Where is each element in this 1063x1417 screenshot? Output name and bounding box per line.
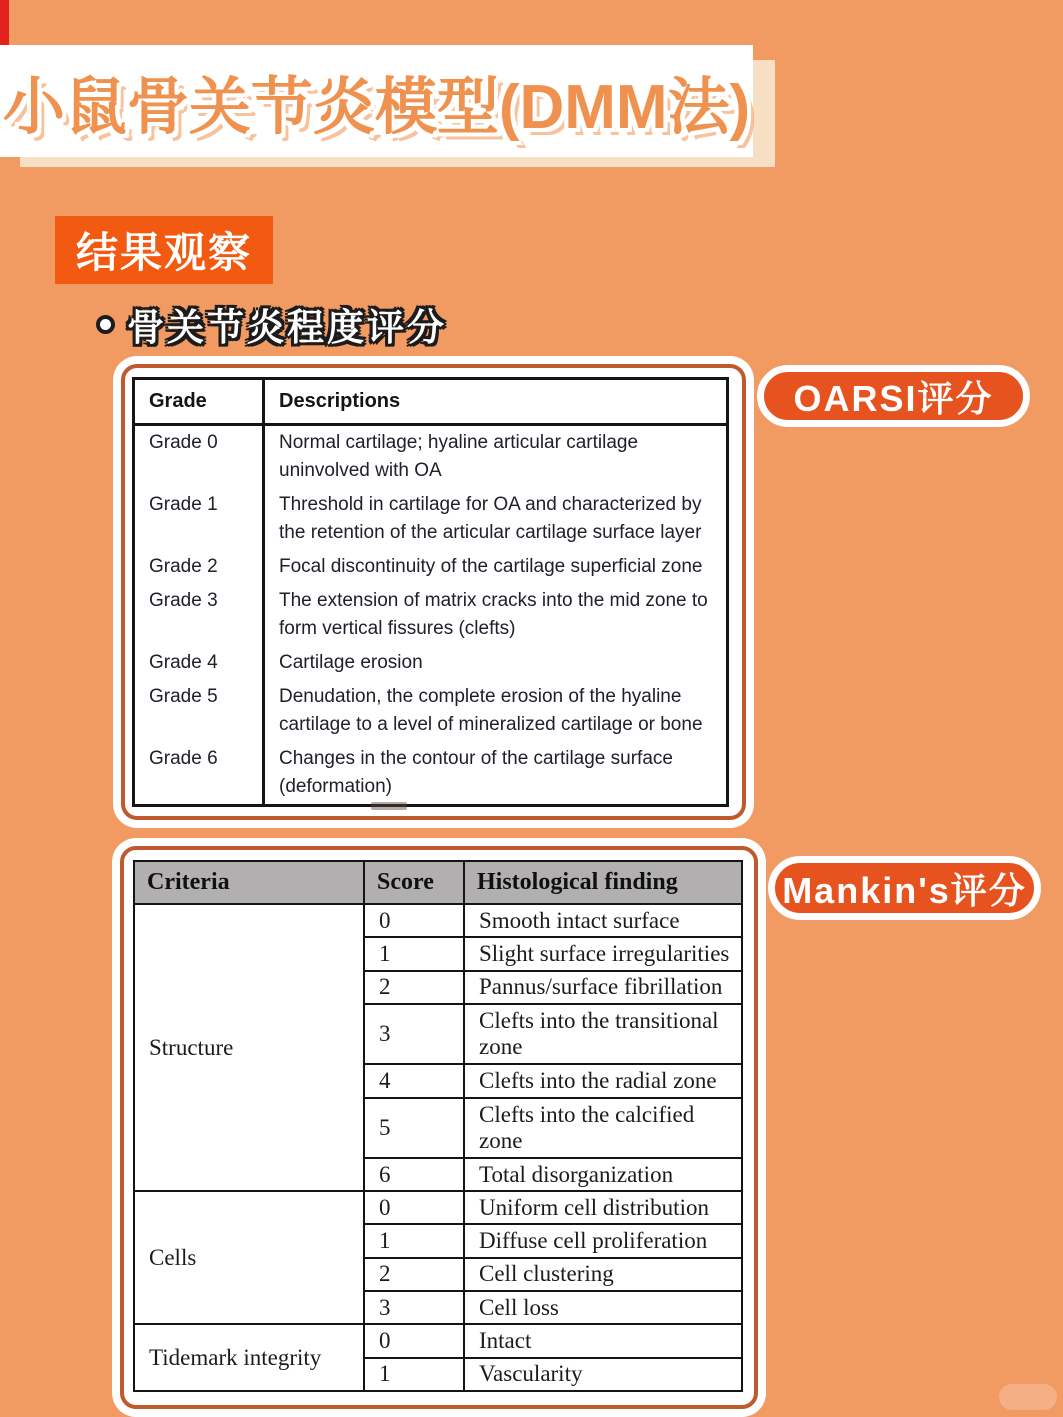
finding-cell: Clefts into the transitional zone [464,1004,742,1064]
grade-cell: Grade 0 [134,425,264,489]
mankins-badge-label: Mankin's评分 [782,869,1027,911]
bullet-dot-icon [96,315,115,334]
score-cell: 6 [364,1158,464,1191]
oarsi-grade-table [132,377,729,807]
score-cell: 1 [364,937,464,970]
description-cell: Normal cartilage; hyaline articular cartilage uninvolved with OA [279,432,639,481]
table-row [134,680,728,742]
finding-cell: Cell loss [464,1291,742,1324]
finding-cell: Intact [464,1324,742,1357]
description-cell: Focal discontinuity of the cartilage superficial zone [279,556,703,577]
table-row [134,550,728,584]
grade-cell: Grade 5 [134,680,264,742]
finding-cell: Cell clustering [464,1258,742,1291]
criteria-cell: Tidemark integrity [134,1324,364,1391]
description-cell: The extension of matrix cracks into the mid zone to form vertical fissures (clefts) [279,590,708,639]
column-header-score: Score [364,861,464,904]
score-cell: 0 [364,904,464,937]
cropped-caption-fragment [371,802,407,810]
column-header-criteria: Criteria [134,861,364,904]
score-cell: 0 [364,1324,464,1357]
oarsi-table-panel [121,364,746,820]
oarsi-badge-label: OARSI评分 [793,377,994,419]
watermark [999,1384,1057,1410]
finding-cell: Vascularity [464,1358,742,1391]
score-cell: 3 [364,1291,464,1324]
bullet-item-label: 骨关节炎程度评分 [127,307,447,348]
finding-cell: Clefts into the radial zone [464,1064,742,1097]
mankin-table-panel [120,846,758,1409]
column-header-finding: Histological finding [464,861,742,904]
criteria-cell: Cells [134,1191,364,1324]
finding-cell: Diffuse cell proliferation [464,1224,742,1257]
score-cell: 2 [364,971,464,1004]
table-row [134,1191,742,1224]
title-banner [0,45,753,157]
oarsi-score-badge [757,365,1030,427]
table-header-row [134,861,742,904]
score-cell: 1 [364,1224,464,1257]
mankin-score-table [133,860,743,1392]
score-cell: 1 [364,1358,464,1391]
grade-cell: Grade 2 [134,550,264,584]
mankins-score-badge [768,856,1041,920]
column-header-grade: Grade [134,379,264,425]
table-row [134,742,728,806]
description-cell: Threshold in cartilage for OA and characterized by the retention of the articular cartilage surface layer [279,494,702,543]
grade-cell: Grade 1 [134,488,264,550]
finding-cell: Total disorganization [464,1158,742,1191]
finding-cell: Smooth intact surface [464,904,742,937]
table-row [134,584,728,646]
score-cell: 4 [364,1064,464,1097]
description-cell: Denudation, the complete erosion of the hyaline cartilage to a level of mineralized cartilage or bone [279,686,703,735]
grade-cell: Grade 6 [134,742,264,806]
red-corner-mark [0,0,9,46]
bullet-line [96,297,447,351]
table-row [134,488,728,550]
score-cell: 5 [364,1098,464,1158]
table-row [134,646,728,680]
finding-cell: Uniform cell distribution [464,1191,742,1224]
table-header-row [134,379,728,425]
grade-cell: Grade 3 [134,584,264,646]
score-cell: 3 [364,1004,464,1064]
description-cell: Cartilage erosion [279,652,423,673]
table-row [134,1324,742,1357]
column-header-descriptions: Descriptions [264,379,728,425]
description-cell: Changes in the contour of the cartilage surface (deformation) [279,748,673,797]
finding-cell: Pannus/surface fibrillation [464,971,742,1004]
criteria-cell: Structure [134,904,364,1191]
grade-cell: Grade 4 [134,646,264,680]
table-row [134,425,728,489]
score-cell: 2 [364,1258,464,1291]
section-header-box [55,216,273,284]
table-row [134,904,742,937]
score-cell: 0 [364,1191,464,1224]
page-title: 小鼠骨关节炎模型(DMM法) [2,72,751,142]
section-header: 结果观察 [75,229,252,276]
finding-cell: Clefts into the calcified zone [464,1098,742,1158]
finding-cell: Slight surface irregularities [464,937,742,970]
